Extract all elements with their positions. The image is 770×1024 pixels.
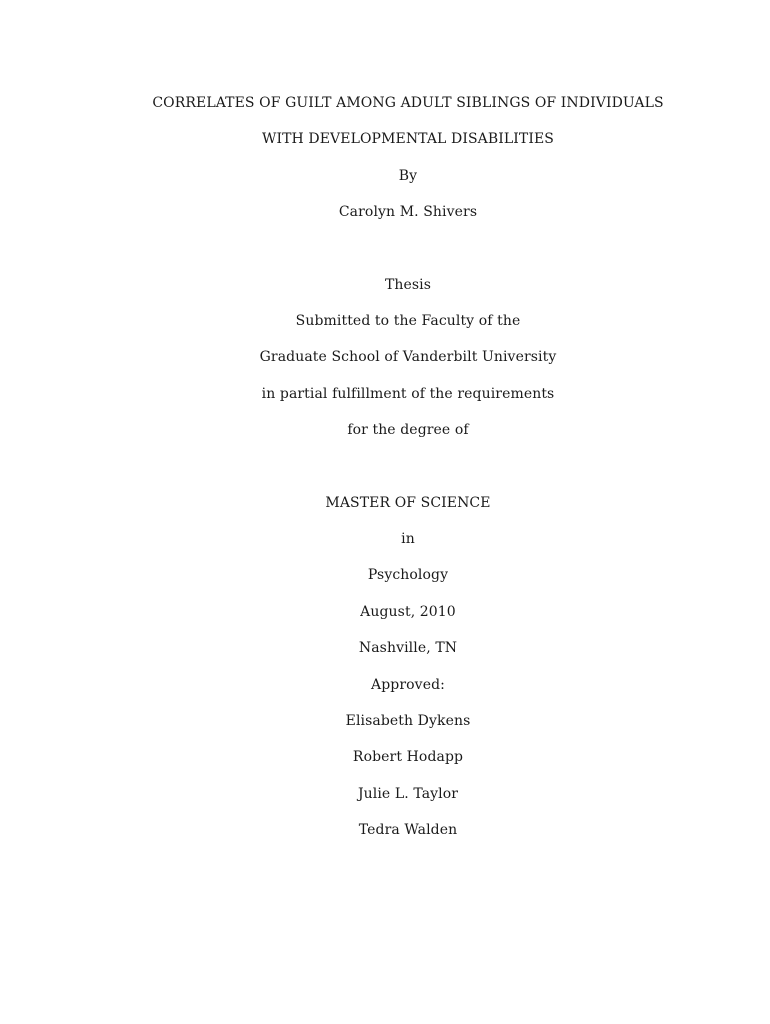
document-type: Thesis	[384, 277, 432, 293]
committee-member: Elisabeth Dykens	[345, 713, 471, 729]
thesis-title-line-2: WITH DEVELOPMENTAL DISABILITIES	[261, 131, 554, 147]
by-label: By	[398, 168, 418, 184]
in-label: in	[401, 531, 415, 547]
field-of-study: Psychology	[367, 567, 449, 583]
submission-line-1: Submitted to the Faculty of the	[295, 313, 521, 329]
author-name: Carolyn M. Shivers	[338, 204, 478, 220]
committee-member: Robert Hodapp	[352, 749, 464, 765]
date: August, 2010	[360, 604, 456, 620]
committee-member: Julie L. Taylor	[357, 786, 459, 802]
approved-label: Approved:	[371, 677, 445, 693]
thesis-title-line-1: CORRELATES OF GUILT AMONG ADULT SIBLINGS OF INDIVIDUALS	[152, 95, 664, 111]
committee-member: Tedra Walden	[358, 822, 458, 838]
submission-line-3: in partial fulfillment of the requirements	[261, 386, 555, 402]
submission-line-4: for the degree of	[347, 422, 469, 438]
location: Nashville, TN	[358, 640, 458, 656]
degree-name: MASTER OF SCIENCE	[325, 495, 491, 511]
submission-line-2: Graduate School of Vanderbilt University	[259, 349, 557, 365]
